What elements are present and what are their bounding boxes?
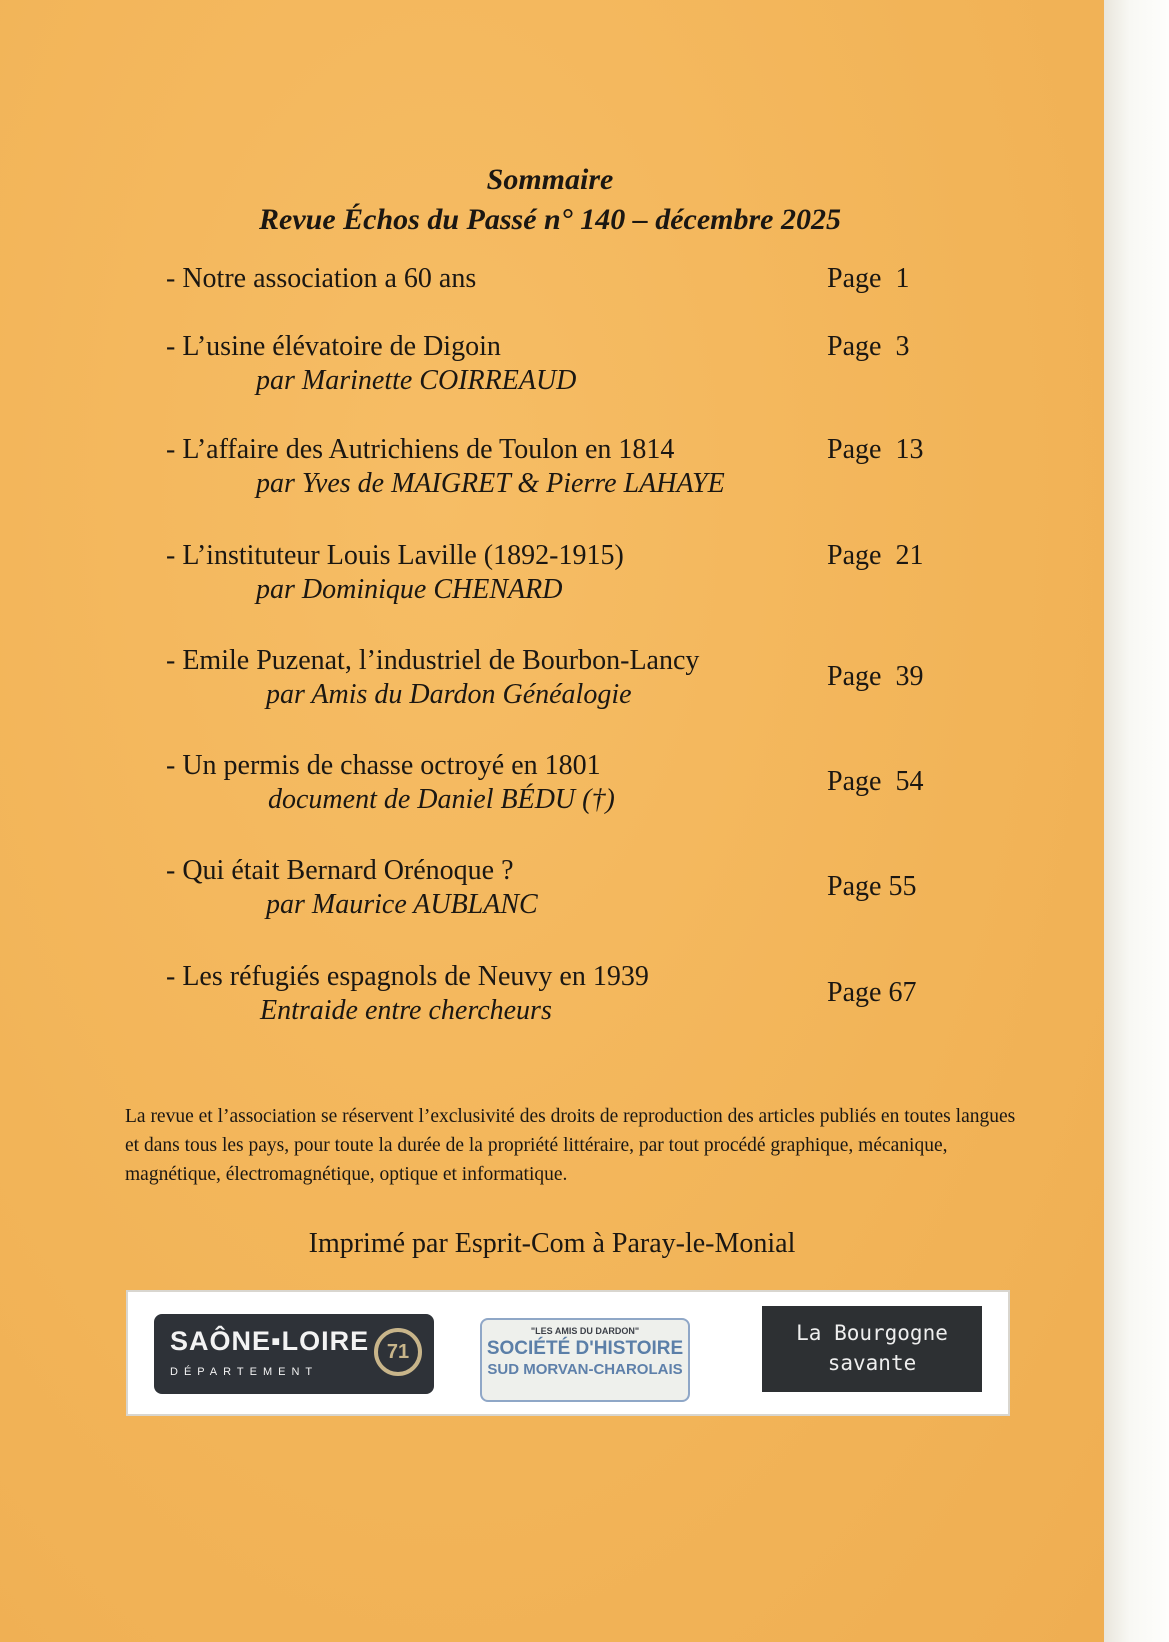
bourgogne-savante-logo: La Bourgogne savante (762, 1306, 982, 1392)
entry-title: - Un permis de chasse octroyé en 1801 (166, 750, 601, 781)
toc-entry (166, 539, 946, 619)
entry-author: par Marinette COIRREAUD (256, 365, 577, 396)
entry-page: Page 54 (827, 766, 924, 797)
title-block (0, 160, 1100, 240)
entry-author: par Maurice AUBLANC (266, 889, 538, 920)
entry-page: Page 55 (827, 871, 917, 902)
entry-author: par Amis du Dardon Généalogie (266, 679, 632, 710)
toc-entry (166, 854, 946, 934)
entry-author: par Yves de MAIGRET & Pierre LAHAYE (256, 468, 725, 499)
entry-author: par Dominique CHENARD (256, 574, 563, 605)
entry-title: - L’usine élévatoire de Digoin (166, 331, 501, 362)
copyright-notice: La revue et l’association se réservent l’exclusivité des droits de reproduction des articles publiés en toutes langues et dans tous les pays, pour toute la durée de la propriété littéraire, par tout procédé graphique, mécanique, magnétique, électromagnétique, optique et informatique. (125, 1106, 1016, 1185)
entry-title: - L’affaire des Autrichiens de Toulon en 1814 (166, 434, 675, 465)
department-badge-icon: 71 (374, 1328, 422, 1376)
scan-edge (1104, 0, 1169, 1642)
printer-line: Imprimé par Esprit-Com à Paray-le-Monial (308, 1228, 796, 1259)
saone-loire-logo: SAÔNE▪LOIRE DÉPARTEMENT 71 (154, 1314, 434, 1394)
entry-page: Page 21 (827, 540, 924, 571)
entry-page: Page 3 (827, 331, 910, 362)
entry-page: Page 39 (827, 661, 924, 692)
toc-entry (166, 960, 946, 1040)
page-subtitle: Revue Échos du Passé n° 140 – décembre 2025 (259, 203, 841, 236)
entry-title: - Les réfugiés espagnols de Neuvy en 1939 (166, 961, 649, 992)
entry-title: - Qui était Bernard Orénoque ? (166, 855, 514, 886)
entry-page: Page 67 (827, 977, 917, 1008)
toc-entry (166, 749, 946, 829)
toc-entry (166, 644, 946, 724)
entry-page: Page 1 (827, 263, 910, 294)
societe-histoire-logo: "LES AMIS DU DARDON" SOCIÉTÉ D'HISTOIRE SUD MORVAN-CHAROLAIS (480, 1318, 690, 1402)
sponsor-logos (126, 1290, 1010, 1416)
toc-entry (166, 330, 946, 410)
page-title: Sommaire (486, 163, 614, 196)
entry-title: - Notre association a 60 ans (166, 263, 477, 294)
entry-page: Page 13 (827, 434, 924, 465)
toc-entry (166, 433, 946, 513)
entry-author: document de Daniel BÉDU (†) (268, 784, 615, 815)
entry-author: Entraide entre chercheurs (260, 995, 552, 1026)
entry-title: - L’instituteur Louis Laville (1892-1915) (166, 540, 624, 571)
entry-title: - Emile Puzenat, l’industriel de Bourbon-Lancy (166, 645, 700, 676)
